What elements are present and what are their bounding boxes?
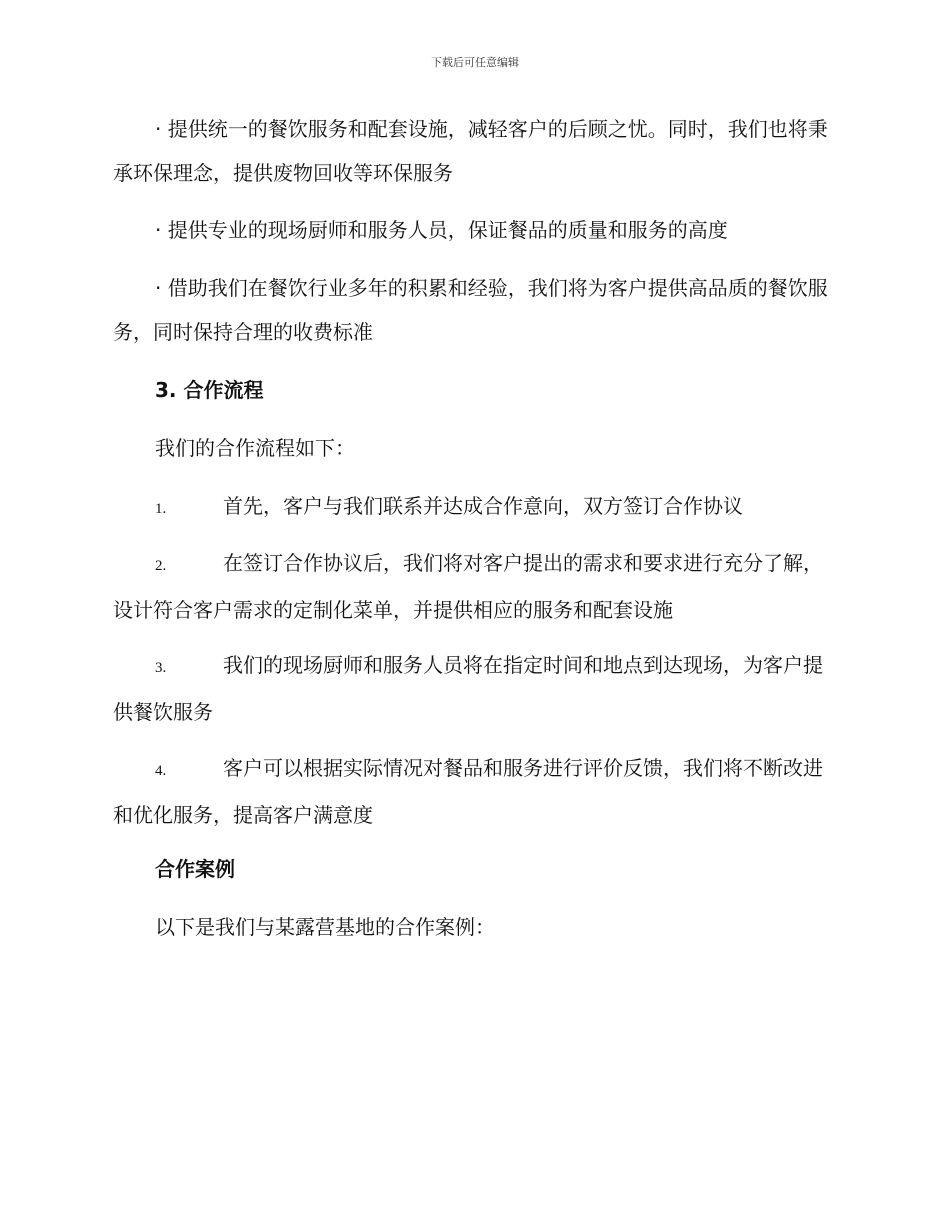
step-number: 2.: [155, 558, 167, 574]
step-text: 客户可以根据实际情况对餐品和服务进行评价反馈，我们将不断改进和优化服务，提高客户满意度: [113, 756, 823, 827]
bullet-paragraph-1: · 提供统一的餐饮服务和配套设施，减轻客户的后顾之忧。同时，我们也将秉承环保理念，提供废物回收等环保服务: [113, 117, 828, 185]
step-text: 首先，客户与我们联系并达成合作意向，双方签订合作协议: [223, 494, 743, 518]
section-heading-process: 3. 合作流程: [155, 378, 264, 402]
process-step-3: [113, 643, 835, 734]
bullet-paragraph-2: · 提供专业的现场厨师和服务人员，保证餐品的质量和服务的高度: [155, 218, 728, 242]
process-step-4: [113, 746, 835, 837]
section-heading-cases: 合作案例: [155, 857, 235, 881]
step-number: 1.: [155, 501, 167, 517]
process-step-2: [113, 541, 835, 632]
step-text: 我们的现场厨师和服务人员将在指定时间和地点到达现场，为客户提供餐饮服务: [113, 653, 823, 724]
cases-intro: 以下是我们与某露营基地的合作案例：: [155, 915, 495, 939]
step-number: 3.: [155, 660, 167, 676]
page-header: 下载后可任意编辑: [431, 56, 519, 69]
step-text: 在签订合作协议后，我们将对客户提出的需求和要求进行充分了解，设计符合客户需求的定制化菜单，并提供相应的服务和配套设施: [113, 551, 823, 622]
process-intro: 我们的合作流程如下：: [155, 436, 355, 460]
bullet-paragraph-3: · 借助我们在餐饮行业多年的积累和经验，我们将为客户提供高品质的餐饮服务，同时保持合理的收费标准: [113, 276, 828, 344]
step-number: 4.: [155, 763, 167, 779]
process-step-1: [113, 484, 835, 531]
